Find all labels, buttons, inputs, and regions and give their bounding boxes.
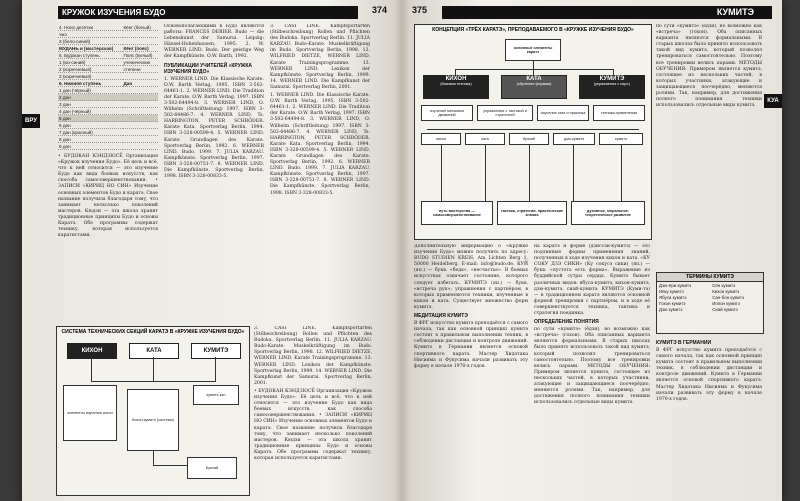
rank-row <box>58 45 158 52</box>
rank-cell-value: ученические <box>123 59 159 66</box>
left-thumb-tab: ВРУ <box>22 114 40 128</box>
right-column-3-bottom <box>656 338 762 496</box>
kumite-terms-box <box>656 272 764 334</box>
rank-row <box>58 52 158 59</box>
right-column-3 <box>656 24 762 274</box>
concept-row3-5: кумитэ <box>599 133 643 145</box>
left-col1-text: • БУДОКАН КЭНДЗЮСЁ Организация «Кружок изучения Будо». Её цель и всё, что к ней относится — это изучение Будо как вида боевых искусств, как способа самосовершенствования. • ЗАПИСИ «КИРИЦ НО СИН» Изучение основных элементов Будо и каратэ. Свое название получила благодаря тому, что занимает несколько поколений мастеров. Кюдзи — эта школа хранит традиционные принципы Будо и основы Каратэ. Обе программы содержат технику, которая используется каратистами. <box>58 154 158 239</box>
rank-cell-name: МУДАНЬ и (мастерская) <box>58 45 123 52</box>
concept-bottom-3: духовное, моральное, теоретическое развитие <box>571 201 645 225</box>
concept-bottom-2: тактика, стратегия, практические знания <box>497 201 567 225</box>
rank-cell-value <box>123 101 159 108</box>
rank-cell-value <box>123 108 159 115</box>
rank-cell-value: Кёнг (белый) <box>123 24 159 31</box>
left-bottom-text: 3. CASI LINE. Kampfsportarten (Stilbeschreibung) Rollen und Pflichten des Budoka. Sportverlag Berlin. 11. JULIA KARZAU. Budo-Karate. Muskelkräftigung im Budo. Sportverlag Berlin, 1998. 12. WILFRIED DIETZE, WERNER LIND. Karate Trainingsprogramme. 13. WERNER LIND. Lexikon der Kampfkünste. Sportverlag Berlin, 1999. 14. WERNER LIND. Die Kampfkunst der Samurai. Sportverlag Berlin, 2001. <box>254 326 372 386</box>
kumite-term-row <box>657 306 763 312</box>
left-col2-heading: ПУБЛИКАЦИИ УЧИТЕЛЕЙ «КРУЖКА ИЗУЧЕНИЯ БУДО» <box>164 62 252 75</box>
rank-cell-value <box>123 73 159 80</box>
concept-row2-4: техника применения <box>593 105 645 121</box>
rank-row <box>58 66 158 73</box>
rank-row <box>58 108 158 115</box>
left-page <box>22 0 402 501</box>
rank-cell-name: 1 дан (чёрный) <box>58 87 123 94</box>
left-column-2 <box>164 24 264 320</box>
concept-title: КОНЦЕПЦИЯ «ТРЁХ КАРАТЭ», ПРЕПОДАВАЕМОГО В «КРУЖКЕ ИЗУЧЕНИЯ БУДО» <box>432 27 634 33</box>
left-bottom-column <box>254 326 372 494</box>
concept-box-kata <box>501 75 567 99</box>
concept-row3-4: дзю-кумитэ <box>553 133 595 145</box>
concept-row2-2: упражнения с тактикой и стратегией <box>477 105 533 121</box>
left-bottom-text-2: • БУДОКАН КЭНДЗЮСЁ Организация «Кружок изучения Будо». Её цель и всё, что к ней относится — это изучение Будо как вида боевых искусств, как способа самосовершенствования. • ЗАПИСИ «КИРИЦ НО СИН» Изучение основных элементов Будо и каратэ. Свое название получила благодаря тому, что занимает несколько поколений мастеров. Кюдзи — эта школа хранит традиционные принципы Будо и основы Каратэ. Обе программы содержат технику, которая используется каратистами. <box>254 388 372 461</box>
right-page-number: 375 <box>412 5 428 15</box>
rank-row <box>58 122 158 129</box>
diagram-sub-left: элементы изучения кихон <box>63 385 117 441</box>
rank-row <box>58 143 158 150</box>
kumite-term: Дзю кумитэ <box>659 306 683 312</box>
concept-kata-sub: (обучение формам) <box>516 82 552 86</box>
book-spread <box>22 0 782 501</box>
kumite-terms-title: ТЕРМИНЫ КУМИТЭ <box>657 273 763 282</box>
right-column-1 <box>414 244 528 496</box>
rank-cell-name: 4 дан (чёрный) <box>58 108 123 115</box>
concept-bottom-1: путь мастерства — самосовершенствование <box>421 201 493 225</box>
rank-cell-name: 3 (коричневый) <box>58 73 123 80</box>
left-column-1 <box>58 24 158 324</box>
right-column-2 <box>534 244 650 496</box>
left-col3-text: 3. CASI LINE. Kampfsportarten (Stilbeschreibung) Rollen und Pflichten des Budoka. Sportverlag Berlin. 11. JULIA KARZAU. Budo-Karate. Muskelkräftigung im Budo. Sportverlag Berlin, 1998. 12. WILFRIED DIETZE, WERNER LIND. Karate Trainingsprogramme. 13. WERNER LIND. Lexikon der Kampfkünste. Sportverlag Berlin, 1999. 14. WERNER LIND. Die Kampfkunst der Samurai. Sportverlag Berlin, 2001. <box>270 24 370 90</box>
diagram-box-kata: КАТА <box>129 343 179 359</box>
rank-cell-name: 3 дан <box>58 101 123 108</box>
rank-cell-name: 5. Будокан ступень <box>58 52 123 59</box>
diagram-box-kihon: КИХОН <box>67 343 117 359</box>
rank-cell-name: 2 (коричневый) <box>58 66 123 73</box>
rank-cell-value <box>123 38 159 45</box>
rank-cell-value <box>123 31 159 38</box>
concept-box-kihon <box>423 75 489 99</box>
rank-row <box>58 80 158 87</box>
rank-cell-value <box>123 94 159 101</box>
concept-kumite-sub: (упражнения с парт.) <box>593 82 631 86</box>
rank-cell-value <box>123 87 159 94</box>
kumite-term: Ияку кумитэ <box>659 288 684 294</box>
right-col2-heading: ОПРЕДЕЛЕНИЕ ПОНЯТИЯ <box>534 319 599 326</box>
rank-row <box>58 94 158 101</box>
rank-row <box>58 129 158 136</box>
rank-cell-value <box>123 136 159 143</box>
rank-cell-value: Кёнг (пояс) <box>123 45 159 52</box>
rank-cell-name: 9 дан <box>58 143 123 150</box>
right-col1-text-2: В ФРГ искусство кумитэ преподаётся с самого начала, так как основной принцип кумитэ состоит в правильном выполнении техник, в соблюдении дистанции и контроле движений. Кумитэ в Германии является основой спортивного каратэ. Мастер Хидэтака Нисияма и Фукусима начали развивать эту форму в начале 1970-х годов. <box>414 321 528 369</box>
concept-kata-label: КАТА <box>526 76 542 82</box>
diagram-bottom-box: Бункай <box>187 457 237 479</box>
kumite-term: Сиай кумитэ <box>712 306 738 312</box>
kumite-term: Дзю-ёри кумитэ <box>659 282 692 288</box>
right-col3-text: по сути «кумитэ» (ёдзи), но возможно как «встреча» (гохон). Оба описанных варианта являются формальными. В старых школах было принято использовать такой вид кумитэ, который позволял тренироваться самостоятельно. Поэтому все тренировки велись парами. МЕТОДЫ ОБУЧЕНИЯ: Примером является кумитэ, состоящее из нескольких частей, в которых участники, атакующие и защищающиеся поочерёдно, меняются ролями. Так, например, для достижения полного понимания техники использовались отдельные виды кумитэ. <box>656 24 762 109</box>
concept-kihon-label: КИХОН <box>445 76 467 82</box>
rank-cell-name: 6 дан <box>58 122 123 129</box>
rank-cell-name: 6. Нижняя ступень <box>58 80 123 87</box>
rank-cell-name: 4. Ноно десятки <box>58 24 123 31</box>
three-karate-concept-diagram <box>414 24 652 240</box>
kumite-term: Ябуса кумитэ <box>659 294 687 300</box>
concept-kumite-label: КУМИТЭ <box>599 76 625 82</box>
left-page-header: КРУЖОК ИЗУЧЕНИЯ БУДО <box>58 6 358 19</box>
rank-cell-name: 5 дан <box>58 115 123 122</box>
rank-cell-name: 7 дан (красный) <box>58 129 123 136</box>
rank-row <box>58 59 158 66</box>
rank-row <box>58 136 158 143</box>
kumite-term: Сён кумитэ <box>712 282 736 288</box>
kumite-term: Кихон кумитэ <box>712 288 740 294</box>
concept-row3-1: кихон <box>421 133 461 145</box>
rank-row <box>58 31 158 38</box>
rank-cell-value: степени <box>123 66 159 73</box>
kumite-term: Сан-бон кумитэ <box>712 294 745 300</box>
rank-cell-name: 8 дан <box>58 136 123 143</box>
rank-cell-name: 1 (кю-синий) <box>58 59 123 66</box>
kumite-term: Иппон кумитэ <box>712 300 741 306</box>
kumite-term: Гохон кумитэ <box>659 300 686 306</box>
rank-cell-value: Дан <box>123 80 159 87</box>
concept-row3-3: бункай <box>509 133 549 145</box>
left-col2-list: 1. WERNER LIND. Die Klassische Karate. O.W. Barth Verlag, 1995. ISBN 3-502-64461-1. 2. WERNER LIND. Die Tradition der Karate. O.W. Barth Verlag, 1997. ISBN 3-502-64494-8. 3. WERNER LIND, O. Wilhelm (Schriftleitung) 1997. ISBN 3-502-64486-7. 4. WERNER LIND, Ts. HARRINGTON, PETER SCHRÖDER. Karate Kata. Sportverlag Berlin, 1994. ISBN 3-328-00599-4. 5. WERNER LIND. Karate Grundlagen des Karate. Sportverlag Berlin, 1992. 6. WERNER LIND. Budo. 1999. 7. JULIA KARZAU. Kampfkünste. Sportverlag Berlin, 1997. ISBN 3-328-00751-7. 8. WERNER LIND. Die Kampfkünste. Sportverlag Berlin, 1998. ISBN 3-328-00833-5. <box>164 76 264 180</box>
rank-row <box>58 87 158 94</box>
rank-row <box>58 38 158 45</box>
diagram-sub-right: кумитэ-кэн <box>193 385 239 405</box>
right-col3-text2: В ФРГ искусство кумитэ преподаётся с самого начала, так как основной принцип кумитэ состоит в правильном выполнении техник, в соблюдении дистанции и контроле движений. Кумитэ в Германии является основой спортивного каратэ. Мастер Хидэтака Нисияма и Фукусима начали развивать эту форму в начале 1970-х годов. <box>656 348 762 402</box>
rank-table <box>58 24 158 150</box>
rank-cell-value <box>123 143 159 150</box>
rank-row <box>58 73 158 80</box>
right-page <box>402 0 782 501</box>
concept-top-box: основные элементы каратэ <box>505 39 561 61</box>
right-col3-heading: КУМИТЭ В ГЕРМАНИИ <box>656 340 712 346</box>
right-col1-text: Дополнительную информацию о «Кружке изучения Будо» можно получить по адресу: BUDO STUDIEN KREIS, Am Lichten Berg 1, 50000 Heidelberg. E-mail: info@budo.de. КУЙ (яп.) — букв. «беда», «несчастье». В боевых искусствах означает состояние, которого следует избегать. КУМИТЭ (яп.) — букв. «встреча рук»; упражнения с партнёром, в которых применяются техники, изученные в кихон и ката. Существует множество форм кумитэ. <box>414 244 528 310</box>
rank-cell-value <box>123 122 159 129</box>
rank-row <box>58 101 158 108</box>
right-col2-text: на каратэ и форме (дзиссэн-кумитэ) — это подлинные формы применения знаний, полученных в ходе изучения кихон и ката. «КУ СОКУ ДЗЭ СИКИ» (Ку сокусэ сики) (яп.) — букв. «пустота есть форма». Выражение из буддийской сутры сердца. Кумитэ бывает различных видов: ябуса-кумитэ, кихон-кумитэ, дзю-кумитэ, сиай-кумитэ. КУМИТЭ (Куми-тэ) — в традиционном каратэ являются основной формой тренировки с партнёром, и в ходе её совершенствуется техника, тактика и стратегия поединка. <box>534 244 650 317</box>
diagram-sub-mid: Кихон-кумитэ (система) <box>127 389 179 451</box>
rank-cell-value: Пояс (Белый) <box>123 52 159 59</box>
diagram-title: СИСТЕМА ТЕХНИЧЕСКИХ СЕКЦИЙ КАРАТЭ В «КРУЖКЕ ИЗУЧЕНИЯ БУДО» <box>61 329 245 335</box>
rank-cell-value <box>123 129 159 136</box>
concept-row2-3: изучение ката и практика <box>537 105 589 121</box>
diagram-box-kumite: КУМИТЭ <box>191 343 241 359</box>
rank-cell-name: чжэ <box>58 31 123 38</box>
rank-cell-name: 2 дан <box>58 94 123 101</box>
right-page-header: КУМИТЭ <box>442 6 772 19</box>
right-thumb-tab: КУА <box>764 94 782 108</box>
concept-row3-2: ката <box>465 133 505 145</box>
concept-box-kumite <box>579 75 645 99</box>
rank-cell-value <box>123 115 159 122</box>
kumite-terms-table <box>657 282 763 312</box>
right-col1-heading: МЕДИТАЦИЯ КУМИТЭ <box>414 313 468 320</box>
karate-sections-diagram <box>56 326 250 496</box>
concept-kihon-sub: (базовая техника) <box>440 82 472 86</box>
concept-row2-1: изучение механики движений <box>421 105 473 121</box>
right-col2-text-2: по сути «кумитэ» (ёдзи), но возможно как «встреча» (гохон). Оба описанных варианта являются формальными. В старых школах было принято использовать такой вид кумитэ, который позволял тренироваться самостоятельно. Поэтому все тренировки велись парами. МЕТОДЫ ОБУЧЕНИЯ: Примером является кумитэ, состоящее из нескольких частей, в которых участники, атакующие и защищающиеся поочерёдно, меняются ролями. Так, например, для достижения полного понимания техники использовались отдельные виды кумитэ. <box>534 327 650 406</box>
left-page-number: 374 <box>372 5 388 15</box>
left-column-3 <box>270 24 370 320</box>
rank-row <box>58 115 158 122</box>
rank-cell-name: 3 (бело-синий) <box>58 38 123 45</box>
left-col3-text-repeat: 1. WERNER LIND. Die Klassische Karate. O.W. Barth Verlag, 1995. ISBN 3-502-64461-1. 2. WERNER LIND. Die Tradition der Karate. O.W. Barth Verlag, 1997. ISBN 3-502-64494-8. 3. WERNER LIND, O. Wilhelm (Schriftleitung) 1997. ISBN 3-502-64486-7. 4. WERNER LIND, Ts. HARRINGTON, PETER SCHRÖDER. Karate Kata. Sportverlag Berlin, 1994. ISBN 3-328-00599-4. 5. WERNER LIND. Karate Grundlagen des Karate. Sportverlag Berlin, 1992. 6. WERNER LIND. Budo. 1999. 7. JULIA KARZAU. Kampfkünste. Sportverlag Berlin, 1997. ISBN 3-328-00751-7. 8. WERNER LIND. Die Kampfkünste. Sportverlag Berlin, 1998. ISBN 3-328-00833-5. <box>270 93 370 196</box>
left-col2-text: Основополагающими в Будо являются работы: FRANCES DEBIER. Budo — die Lebenskunst der Samurai. Leipzig: Hänsel-Hohenhausen, 1995. 2. W. WERNER LIND. Budo. Der geistige Weg der Kampfkünste. O.W. Barth, 1992. <box>164 24 264 60</box>
